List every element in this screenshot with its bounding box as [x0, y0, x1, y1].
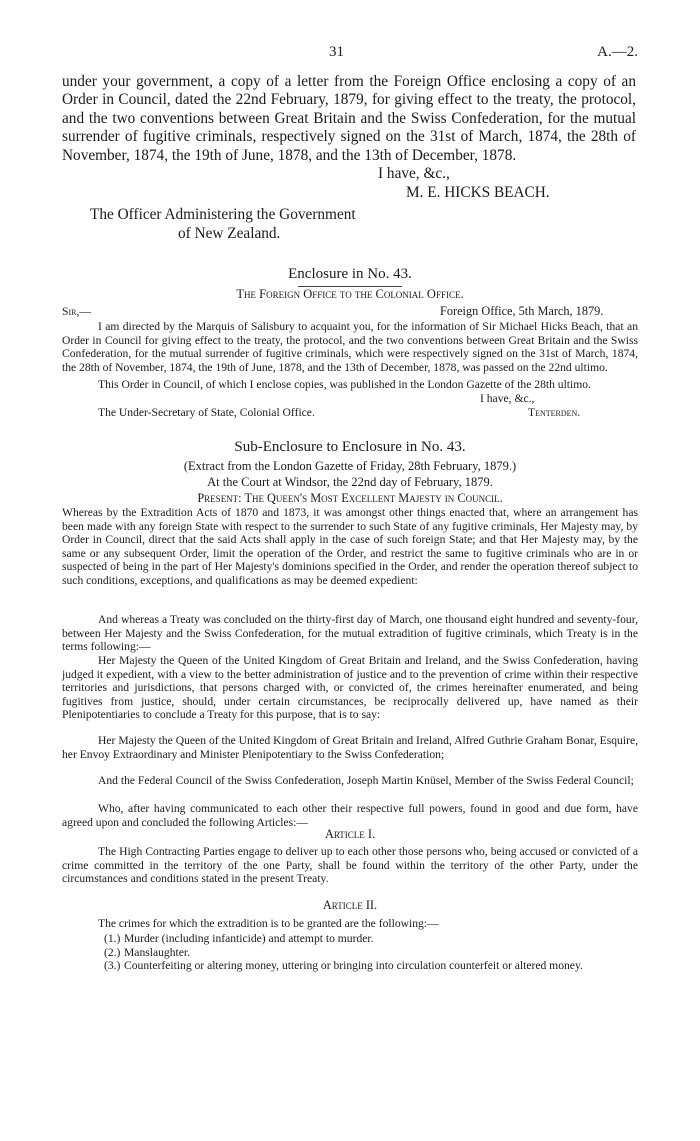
page-number: 31: [329, 44, 344, 60]
article-2-heading: Article II.: [322, 898, 378, 912]
document-reference: A.—2.: [597, 44, 638, 60]
letter-signature: M. E. HICKS BEACH.: [406, 184, 550, 201]
gazette-extract-line: (Extract from the London Gazette of Friday, 28th February, 1879.): [183, 459, 517, 473]
letter-addressee-line2: of New Zealand.: [178, 225, 281, 242]
sub-enclosure-heading: Sub-Enclosure to Enclosure in No. 43.: [234, 439, 466, 455]
crime-text: Counterfeiting or altering money, uttering or bringing into circulation counterfeit or altered money.: [124, 959, 583, 973]
crimes-list: [104, 932, 638, 973]
letter-body: under your government, a copy of a letter from the Foreign Office enclosing a copy of an Order in Council, dated the 22nd February, 1879, for giving effect to the treaty, the protocol, and the two conventions between Great Britain and the Swiss Confederation, for the mutual surrender of fugitive criminals, respectively signed on the 31st of March, 1874, the 28th of November, 1874, the 19th of June, 1878, and the 13th of December, 1878.: [62, 73, 636, 164]
knusel-paragraph: And the Federal Council of the Swiss Confederation, Joseph Martin Knüsel, Member of the Swiss Federal Council;: [98, 774, 634, 787]
letter-addressee-line1: The Officer Administering the Government: [90, 206, 356, 223]
letter-closing: I have, &c.,: [378, 165, 450, 182]
enclosure-paragraph-2: This Order in Council, of which I enclose copies, was published in the London Gazette of the 28th ultimo.: [98, 378, 591, 391]
list-item: [104, 932, 638, 946]
who-paragraph: Who, after having communicated to each other their respective full powers, found in good and due form, have agreed upon and concluded the following Articles:—: [62, 802, 638, 829]
bonar-paragraph: Her Majesty the Queen of the United Kingdom of Great Britain and Ireland, Alfred Guthrie Graham Bonar, Esquire, her Envoy Extraordinary and Minister Plenipotentiary to the Swiss Confederation;: [62, 734, 638, 761]
enclosure-from-to: The Foreign Office to the Colonial Office.: [236, 287, 464, 301]
crime-number: (1.): [104, 932, 121, 945]
enclosure-heading: Enclosure in No. 43.: [288, 266, 412, 282]
crime-number: (2.): [104, 945, 121, 959]
enclosure-place-date: Foreign Office, 5th March, 1879.: [440, 304, 604, 318]
crime-text: Manslaughter.: [124, 945, 191, 959]
queen-paragraph: Her Majesty the Queen of the United Kingdom of Great Britain and Ireland, and the Swiss Confederation, having judged it expedient, with a view to the better administration of justice and to the prevention of crime within their respective territories and jurisdictions, that persons charged with, or convicted of, the crimes hereinafter enumerated, and being fugitives from justice, should, under certain circumstances, be reciprocally delivered up, have named as their Plenipotentiaries to conclude a Treaty for this purpose, that is to say:: [62, 654, 638, 722]
article-1-text: The High Contracting Parties engage to deliver up to each other those persons who, being accused or convicted of a crime committed in the territory of the one Party, shall be found within the territory of the other Party, under the circumstances and conditions stated in the present Treaty.: [62, 845, 638, 886]
whereas-paragraph: Whereas by the Extradition Acts of 1870 and 1873, it was amongst other things enacted that, where an arrangement has been made with any foreign State with respect to the surrender to such State of any fugitive criminals, Her Majesty may, by Order in Council, direct that the said Acts shall apply in the case of such foreign State; and that Her Majesty may, by the same or any subsequent Order, limit the operation of the Order, and restrict the same to fugitive criminals who are in or suspected of being in the part of Her Majesty's dominions specified in the Order, and render the operation thereof subject to such conditions, exceptions, and qualifications as may be deemed expedient:: [62, 506, 638, 587]
enclosure-signature: Tenterden.: [528, 406, 581, 419]
enclosure-closing: I have, &c.,: [480, 392, 535, 405]
enclosure-addressee: The Under-Secretary of State, Colonial Office.: [98, 406, 315, 419]
treaty-paragraph: And whereas a Treaty was concluded on the thirty-first day of March, one thousand eight hundred and seventy-four, between Her Majesty and the Swiss Confederation, for the mutual extradition of fugitive criminals, which Treaty is in the terms following:—: [62, 613, 638, 654]
crime-text: Murder (including infanticide) and attempt to murder.: [124, 932, 374, 945]
enclosure-salutation: Sir,—: [62, 305, 91, 318]
article-2-intro: The crimes for which the extradition is to be granted are the following:—: [98, 917, 439, 930]
list-item: [104, 959, 638, 973]
present-line: Present: The Queen's Most Excellent Majesty in Council.: [197, 491, 503, 505]
page-header: [0, 44, 700, 66]
crime-number: (3.): [104, 959, 121, 973]
enclosure-paragraph-1: I am directed by the Marquis of Salisbury to acquaint you, for the information of Sir Michael Hicks Beach, that an Order in Council for giving effect to the treaty, the protocol, and the two conventions between Great Britain and the Swiss Confederation, for the mutual surrender of fugitive criminals, which were respectively signed on the 31st of March, 1874, the 28th of November, 1874, the 19th of June, 1878, and the 13th of December, 1878, was passed on the 22nd ultimo.: [62, 320, 638, 374]
court-line: At the Court at Windsor, the 22nd day of February, 1879.: [207, 475, 493, 489]
article-1-heading: Article I.: [324, 827, 376, 841]
list-item: [104, 946, 638, 960]
